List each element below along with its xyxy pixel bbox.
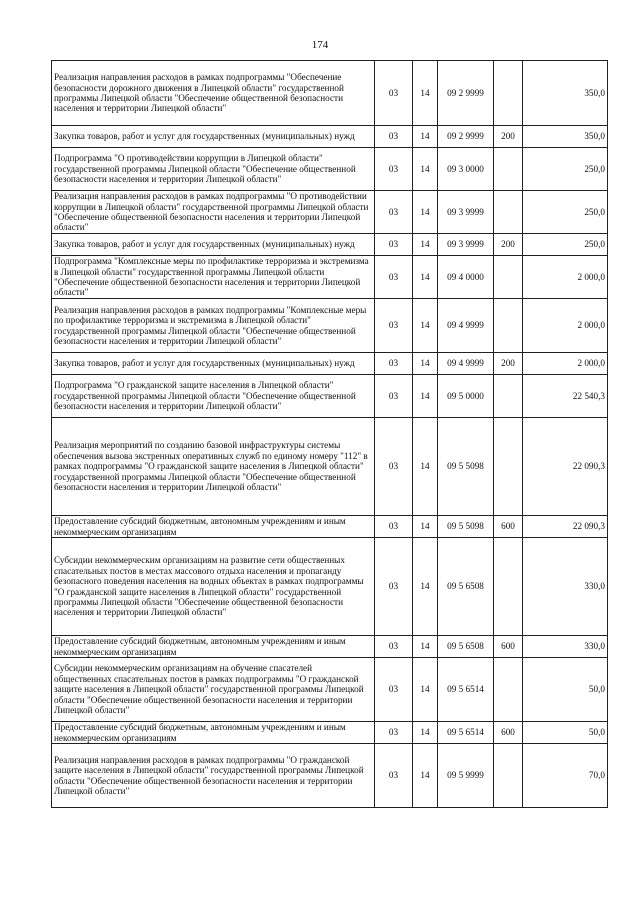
target-article-code: 09 4 9999: [438, 299, 494, 353]
section-code: 03: [375, 418, 413, 516]
amount: 50,0: [523, 722, 608, 744]
expense-type-code: [494, 744, 523, 808]
table-row: [52, 148, 608, 191]
row-name: Реализация направления расходов в рамках подпрограммы "О противодействии коррупции в Липецкой области" государственной программы Липецкой области "Обеспечение общественной безопасности населения и территории Липецкой области": [52, 191, 375, 234]
target-article-code: 09 4 9999: [438, 353, 494, 375]
expense-type-code: [494, 538, 523, 636]
amount: 50,0: [523, 658, 608, 722]
table-row: [52, 744, 608, 808]
target-article-code: 09 2 9999: [438, 61, 494, 126]
row-name: Подпрограмма "О противодействии коррупции в Липецкой области" государственной программы Липецкой области "Обеспечение общественной безопасности населения и территории Липецкой области": [52, 148, 375, 191]
subsection-code: 14: [413, 191, 438, 234]
section-code: 03: [375, 516, 413, 538]
section-code: 03: [375, 126, 413, 148]
section-code: 03: [375, 636, 413, 658]
row-name: Закупка товаров, работ и услуг для государственных (муниципальных) нужд: [52, 353, 375, 375]
expense-type-code: [494, 191, 523, 234]
amount: 350,0: [523, 126, 608, 148]
target-article-code: 09 2 9999: [438, 126, 494, 148]
subsection-code: 14: [413, 299, 438, 353]
row-name: Реализация мероприятий по созданию базовой инфраструктуры системы обеспечения вызова экстренных оперативных служб по единому номеру "112" в рамках подпрограммы "О гражданской защите населения в Липецкой области" государственной программы Липецкой области "Обеспечение общественной безопасности населения и территории Липецкой области": [52, 418, 375, 516]
subsection-code: 14: [413, 538, 438, 636]
section-code: 03: [375, 538, 413, 636]
row-name: Субсидии некоммерческим организациям на развитие сети общественных спасательных постов в местах массового отдыха населения и пропаганду безопасного поведения населения на водных объектах в рамках подпрограммы "О гражданской защите населения в Липецкой области" государственной программы Липецкой области "Обеспечение общественной безопасности населения и территории Липецкой области": [52, 538, 375, 636]
expense-type-code: [494, 256, 523, 299]
expense-type-code: 200: [494, 234, 523, 256]
section-code: 03: [375, 353, 413, 375]
row-name: Закупка товаров, работ и услуг для государственных (муниципальных) нужд: [52, 234, 375, 256]
subsection-code: 14: [413, 353, 438, 375]
section-code: 03: [375, 191, 413, 234]
table-row: [52, 126, 608, 148]
row-name: Реализация направления расходов в рамках подпрограммы "О гражданской защите населения в Липецкой области" государственной программы Липецкой области "Обеспечение общественной безопасности населения и территории Липецкой области": [52, 744, 375, 808]
subsection-code: 14: [413, 375, 438, 418]
amount: 2 000,0: [523, 299, 608, 353]
table-row: [52, 61, 608, 126]
expense-type-code: 600: [494, 636, 523, 658]
table-row: [52, 234, 608, 256]
subsection-code: 14: [413, 126, 438, 148]
table-row: [52, 256, 608, 299]
expense-type-code: [494, 299, 523, 353]
row-name: Предоставление субсидий бюджетным, автономным учреждениям и иным некоммерческим организациям: [52, 722, 375, 744]
table-row: [52, 636, 608, 658]
row-name: Реализация направления расходов в рамках подпрограммы "Обеспечение безопасности дорожного движения в Липецкой области" государственной программы Липецкой области "Обеспечение общественной безопасности населения и территории Липецкой области": [52, 61, 375, 126]
subsection-code: 14: [413, 148, 438, 191]
table-row: [52, 418, 608, 516]
table-row: [52, 538, 608, 636]
table-row: [52, 722, 608, 744]
row-name: Предоставление субсидий бюджетным, автономным учреждениям и иным некоммерческим организациям: [52, 636, 375, 658]
expense-type-code: 200: [494, 353, 523, 375]
table-row: [52, 299, 608, 353]
page-number: 174: [311, 39, 329, 51]
subsection-code: 14: [413, 256, 438, 299]
amount: 22 090,3: [523, 418, 608, 516]
budget-table: [51, 60, 608, 808]
expense-type-code: [494, 658, 523, 722]
expense-type-code: 200: [494, 126, 523, 148]
target-article-code: 09 4 0000: [438, 256, 494, 299]
row-name: Подпрограмма "О гражданской защите населения в Липецкой области" государственной программы Липецкой области "Обеспечение общественной безопасности населения и территории Липецкой области": [52, 375, 375, 418]
target-article-code: 09 5 6508: [438, 636, 494, 658]
subsection-code: 14: [413, 744, 438, 808]
section-code: 03: [375, 744, 413, 808]
amount: 330,0: [523, 538, 608, 636]
row-name: Подпрограмма "Комплексные меры по профилактике терроризма и экстремизма в Липецкой области" государственной программы Липецкой области "Обеспечение общественной безопасности населения и территории Липецкой области": [52, 256, 375, 299]
section-code: 03: [375, 148, 413, 191]
target-article-code: 09 5 0000: [438, 375, 494, 418]
table-row: [52, 191, 608, 234]
subsection-code: 14: [413, 722, 438, 744]
expense-type-code: 600: [494, 722, 523, 744]
target-article-code: 09 5 5098: [438, 516, 494, 538]
row-name: Закупка товаров, работ и услуг для государственных (муниципальных) нужд: [52, 126, 375, 148]
target-article-code: 09 3 0000: [438, 148, 494, 191]
row-name: Реализация направления расходов в рамках подпрограммы "Комплексные меры по профилактике терроризма и экстремизма в Липецкой области" государственной программы Липецкой области "Обеспечение общественной безопасности населения и территории Липецкой области": [52, 299, 375, 353]
amount: 2 000,0: [523, 256, 608, 299]
amount: 250,0: [523, 234, 608, 256]
amount: 350,0: [523, 61, 608, 126]
subsection-code: 14: [413, 234, 438, 256]
amount: 70,0: [523, 744, 608, 808]
row-name: Предоставление субсидий бюджетным, автономным учреждениям и иным некоммерческим организациям: [52, 516, 375, 538]
amount: 330,0: [523, 636, 608, 658]
row-name: Субсидии некоммерческим организациям на обучение спасателей общественных спасательных постов в рамках подпрограммы "О гражданской защите населения в Липецкой области" государственной программы Липецкой области "Обеспечение общественной безопасности населения и территории Липецкой области": [52, 658, 375, 722]
subsection-code: 14: [413, 636, 438, 658]
expense-type-code: [494, 375, 523, 418]
expense-type-code: 600: [494, 516, 523, 538]
target-article-code: 09 3 9999: [438, 234, 494, 256]
target-article-code: 09 5 6508: [438, 538, 494, 636]
section-code: 03: [375, 256, 413, 299]
target-article-code: 09 5 6514: [438, 658, 494, 722]
section-code: 03: [375, 234, 413, 256]
section-code: 03: [375, 61, 413, 126]
expense-type-code: [494, 418, 523, 516]
target-article-code: 09 5 5098: [438, 418, 494, 516]
amount: 250,0: [523, 191, 608, 234]
table-row: [52, 375, 608, 418]
section-code: 03: [375, 722, 413, 744]
subsection-code: 14: [413, 658, 438, 722]
expense-type-code: [494, 61, 523, 126]
target-article-code: 09 5 6514: [438, 722, 494, 744]
table-row: [52, 516, 608, 538]
amount: 22 540,3: [523, 375, 608, 418]
target-article-code: 09 3 9999: [438, 191, 494, 234]
subsection-code: 14: [413, 516, 438, 538]
amount: 22 090,3: [523, 516, 608, 538]
table-row: [52, 658, 608, 722]
amount: 250,0: [523, 148, 608, 191]
budget-table-body: [52, 61, 608, 808]
section-code: 03: [375, 658, 413, 722]
target-article-code: 09 5 9999: [438, 744, 494, 808]
amount: 2 000,0: [523, 353, 608, 375]
expense-type-code: [494, 148, 523, 191]
table-row: [52, 353, 608, 375]
section-code: 03: [375, 299, 413, 353]
section-code: 03: [375, 375, 413, 418]
subsection-code: 14: [413, 418, 438, 516]
subsection-code: 14: [413, 61, 438, 126]
